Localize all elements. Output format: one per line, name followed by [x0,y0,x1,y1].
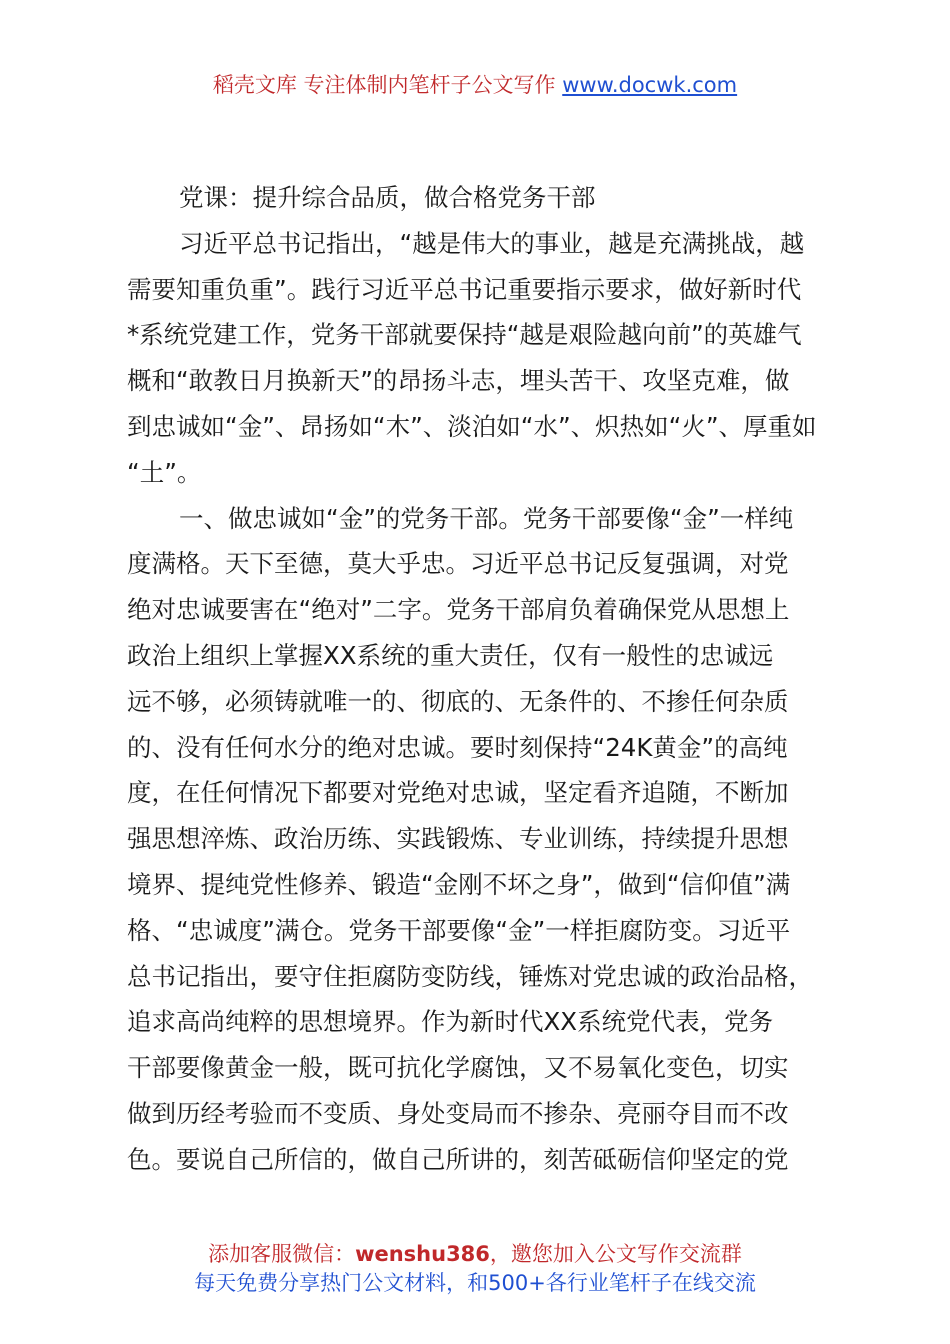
page-footer [0,1240,950,1298]
doc-line: 度，在任何情况下都要对党绝对忠诚，坚定看齐追随，不断加 [127,778,789,808]
footer-share-line: 每天免费分享热门公文材料，和500+各行业笔杆子在线交流 [194,1271,756,1295]
doc-line: 度满格。天下至德，莫大乎忠。习近平总书记反复强调，对党 [127,549,789,579]
header-brand: 稻壳文库 专注体制内笔杆子公文写作 [212,73,563,97]
doc-line: 远不够，必须铸就唯一的、彻底的、无条件的、不掺任何杂质 [127,686,789,716]
footer-contact-line [0,1240,950,1269]
doc-line: 色。要说自己所信的，做自己所讲的，刻苦砥砺信仰坚定的党 [127,1144,789,1174]
page-header [0,70,950,100]
doc-line: 的、没有任何水分的绝对忠诚。要时刻保持“24K黄金”的高纯 [127,732,788,762]
footer-contact-prefix: 添加客服微信： [208,1242,356,1266]
doc-line: 做到历经考验而不变质、身处变局而不掺杂、亮丽夺目而不改 [127,1098,789,1128]
doc-line: 需要知重负重”。践行习近平总书记重要指示要求，做好新时代 [127,274,802,304]
footer-wechat-id: wenshu386 [355,1242,490,1266]
document-body [127,175,835,1183]
doc-line: 概和“敢教日月换新天”的昂扬斗志，埋头苦干、攻坚克难，做 [127,366,790,396]
footer-contact-suffix: ，邀您加入公文写作交流群 [489,1242,742,1266]
doc-line: 强思想淬炼、政治历练、实践锻炼、专业训练，持续提升思想 [127,824,789,854]
doc-line: 一、做忠诚如“金”的党务干部。党务干部要像“金”一样纯 [179,503,794,533]
doc-line: 政治上组织上掌握XX系统的重大责任，仅有一般性的忠诚远 [127,640,774,670]
doc-line: “土”。 [127,457,202,487]
doc-line: 绝对忠诚要害在“绝对”二字。党务干部肩负着确保党从思想上 [127,595,790,625]
doc-line: 追求高尚纯粹的思想境界。作为新时代XX系统党代表，党务 [127,1007,774,1037]
header-url-link[interactable]: www.docwk.com [562,73,738,97]
doc-line: 干部要像黄金一般，既可抗化学腐蚀，又不易氧化变色，切实 [127,1053,789,1083]
doc-line: 总书记指出，要守住拒腐防变防线，锤炼对党忠诚的政治品格， [127,961,813,991]
doc-line: 习近平总书记指出，“越是伟大的事业，越是充满挑战，越 [179,228,805,258]
doc-line: 党课：提升综合品质，做合格党务干部 [179,183,596,212]
doc-line: 到忠诚如“金”、昂扬如“木”、淡泊如“水”、炽热如“火”、厚重如 [127,411,817,441]
doc-line: 格、“忠诚度”满仓。党务干部要像“金”一样拒腐防变。习近平 [127,915,791,945]
doc-line: *系统党建工作，党务干部就要保持“越是艰险越向前”的英雄气 [127,320,802,350]
doc-line: 境界、提纯党性修养、锻造“金刚不坏之身”，做到“信仰值”满 [127,869,791,899]
